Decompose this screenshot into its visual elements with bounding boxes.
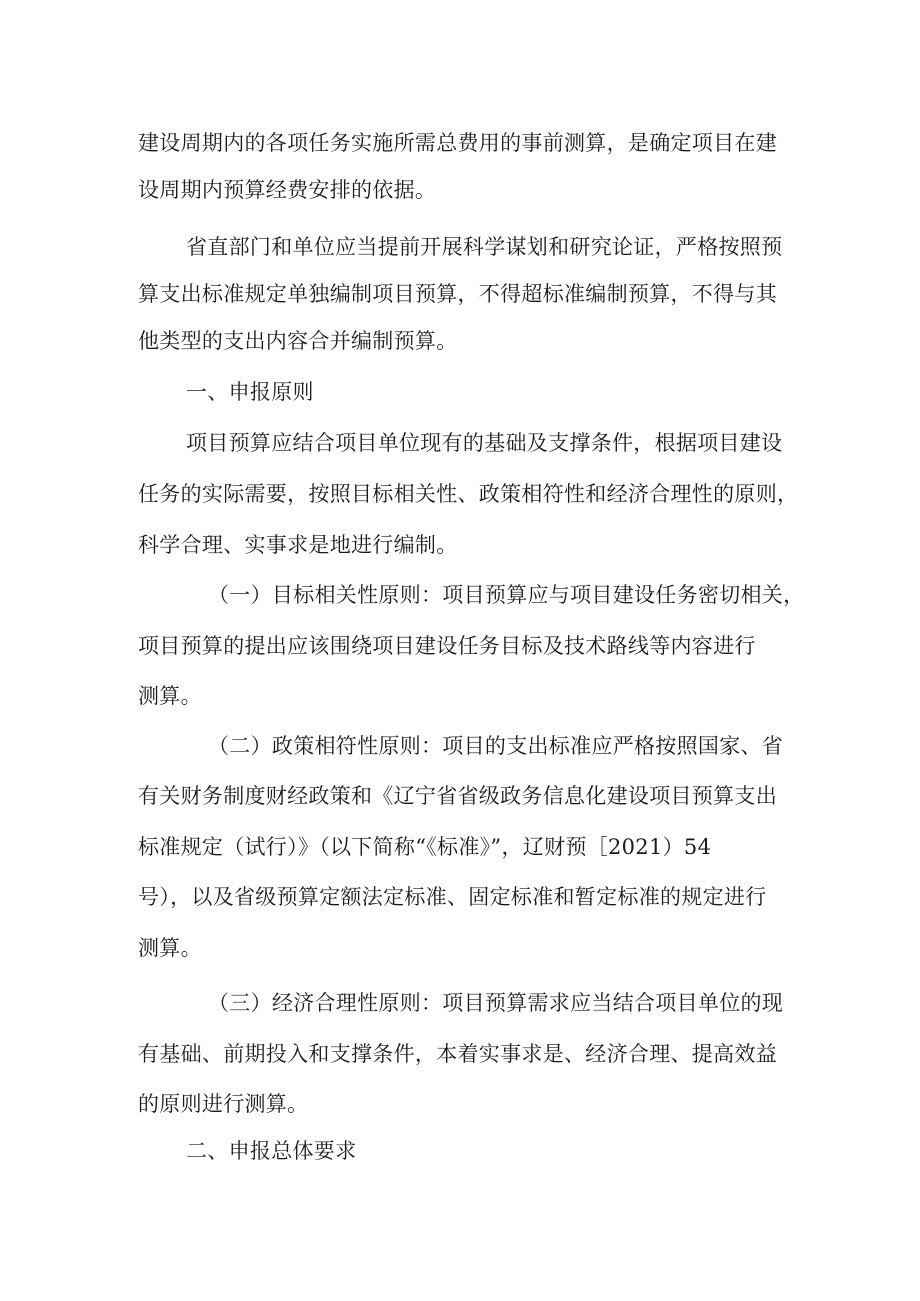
paragraph-start-line: 省直部门和单位应当提前开展科学谋划和研究论证，严格按照预 — [186, 235, 783, 259]
body-text-line: 建设周期内的各项任务实施所需总费用的事前测算，是确定项目在建 — [138, 131, 777, 155]
body-text-line: 他类型的支出内容合并编制预算。 — [138, 329, 458, 353]
section-heading: 一、申报原则 — [186, 380, 314, 404]
subsection-line: （二）政策相符性原则：项目的支出标准应严格按照国家、省 — [208, 734, 784, 758]
body-text-line: 的原则进行测算。 — [138, 1092, 309, 1116]
body-text-line: 有基础、前期投入和支撑条件，本着实事求是、经济合理、提高效益 — [138, 1042, 777, 1066]
subsection-line: （一）目标相关性原则：项目预算应与项目建设任务密切相关， — [208, 583, 805, 607]
body-text-line: 测算。 — [138, 936, 202, 960]
body-text-line: 算支出标准规定单独编制项目预算，不得超标准编制预算，不得与其 — [138, 282, 777, 306]
body-text-line: 标准规定（试行）》（以下简称“《标准》”，辽财预［2021）54 — [138, 835, 712, 859]
body-text-line: 设周期内预算经费安排的依据。 — [138, 178, 437, 202]
paragraph-start-line: 项目预算应结合项目单位现有的基础及支撑条件，根据项目建设 — [186, 431, 783, 455]
body-text-line: 科学合理、实事求是地进行编制。 — [138, 533, 458, 557]
body-text-line: 测算。 — [138, 684, 202, 708]
body-text-line: 有关财务制度财经政策和《辽宁省省级政务信息化建设项目预算支出 — [138, 784, 777, 808]
body-text-line: 号），以及省级预算定额法定标准、固定标准和暂定标准的规定进行 — [138, 885, 767, 909]
subsection-line: （三）经济合理性原则：项目预算需求应当结合项目单位的现 — [208, 991, 784, 1015]
body-text-line: 任务的实际需要，按照目标相关性、政策相符性和经济合理性的原则， — [138, 482, 799, 506]
body-text-line: 项目预算的提出应该围绕项目建设任务目标及技术路线等内容进行 — [138, 634, 756, 658]
section-heading: 二、申报总体要求 — [186, 1139, 357, 1163]
